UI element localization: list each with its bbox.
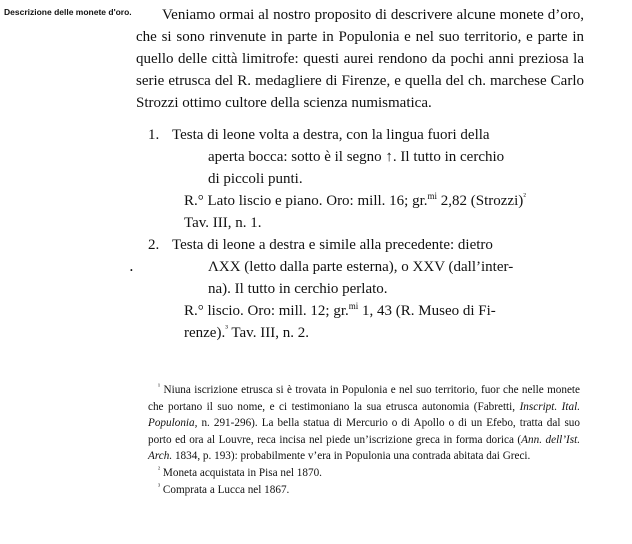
intro-paragraph: Veniamo ormai al nostro proposito di descrivere alcune monete d’oro, che si sono rinvenute in parte in Populonia e nel suo territorio, e parte in quello delle città limitrofe: questi aurei rendono da pochi anni preziosa la serie etrusca del R. medagliere di Firenze, e quella del ch. marchese Carlo Strozzi ottimo cultore della scienza numismatica. (136, 7, 584, 111)
footnote-ref: ³ (225, 323, 228, 333)
coin-entry-2 (148, 234, 584, 344)
entry-number: 1. (148, 127, 160, 143)
reverse-description-cont: renze).$^{^3}$ Tav. III, n. 2. (184, 323, 309, 341)
reverse-description: R.° liscio. Oro: mill. 12; gr.$^{mi}$ 1, 43 (R. Museo di Fi- (184, 301, 496, 319)
margin-note: Descrizione delle monete d'oro. (4, 7, 132, 17)
entry-description: Testa di leone volta a destra, con la lingua fuori della (172, 127, 490, 143)
footnote-2: $^{^2}$ Moneta acquistata in Pisa nel 1870. (158, 465, 322, 479)
entry-description-cont: na). Il tutto in cerchio perlato. (208, 281, 388, 297)
main-text (136, 4, 584, 344)
stray-mark: . (129, 257, 134, 275)
entry-description: Testa di leone a destra e simile alla precedente: dietro (172, 237, 493, 253)
footnote-ref: ² (523, 191, 526, 201)
entry-number: 2. (148, 237, 160, 253)
coin-entry-1 (148, 124, 584, 234)
footnotes (148, 382, 580, 498)
reverse-description-cont: Tav. III, n. 1. (184, 215, 262, 231)
reverse-description: R.° Lato liscio e piano. Oro: mill. 16; gr.$^{mi}$ 2,82 (Strozzi)$^{^2}$ (184, 191, 526, 209)
entry-description-cont: di piccoli punti. (208, 171, 303, 187)
entry-description-cont: ΛXX (letto dalla parte esterna), o XXV (dall’inter- (208, 259, 514, 275)
footnote-1: $^{^1}$ Niuna iscrizione etrusca si è trovata in Populonia e nel suo territorio, fuor che nelle monete che portano il suo nome, e ci testimoniano la sua etrusca autonomia (Fabretti, Inscript. Ital. Populonia, n. 291-296). La bella statua di Mercurio o di Apollo o di un Efebo, tratta dal suo porto ed ora al Louvre, reca incisa nel piede un’iscrizione greca in forma dorica (Ann. dell’Ist. Arch. 1834, p. 193): probabilmente v’era in Populonia una contrada abitata dai Greci. (148, 382, 581, 463)
entry-description-cont: aperta bocca: sotto è il segno ↑. Il tutto in cerchio (208, 149, 505, 165)
footnote-3: $^{^3}$ Comprata a Lucca nel 1867. (158, 481, 290, 496)
